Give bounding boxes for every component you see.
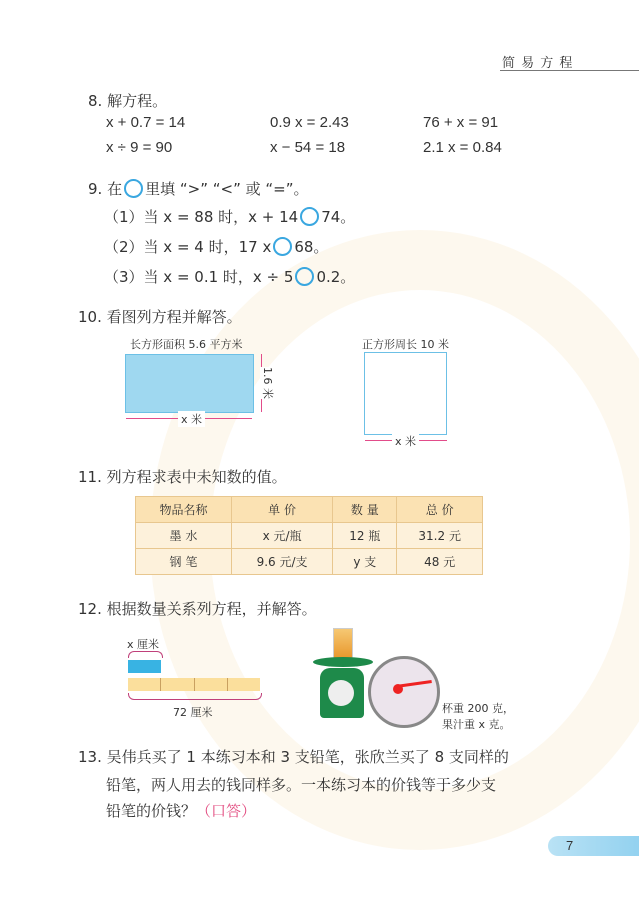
scale-dial-icon xyxy=(368,656,440,728)
q9-item: （1）当 x = 88 时，x + 14 74。 xyxy=(104,208,356,226)
equation: 76 + x = 91 xyxy=(423,114,499,131)
table-row: 墨 水 x 元/瓶 12 瓶 31.2 元 xyxy=(136,523,483,549)
q13-line3: 铅笔的价钱？（口答） xyxy=(106,802,257,820)
q10-title: 10. 看图列方程并解答。 xyxy=(78,308,242,326)
price-table xyxy=(135,496,483,575)
rectangle-height-label: 1.6 米 xyxy=(261,367,274,399)
rectangle-label: 长方形面积 5.6 平方米 xyxy=(130,338,243,351)
bar-top-label: x 厘米 xyxy=(127,638,160,651)
juice-weight-note: 果汁重 x 克。 xyxy=(442,718,511,731)
bar-bottom-label: 72 厘米 xyxy=(173,706,213,719)
rectangle-width-label: x 米 xyxy=(178,411,205,427)
blank-circle-icon xyxy=(124,179,143,198)
q9-item: （2）当 x = 4 时，17 x 68。 xyxy=(104,238,329,256)
answer-circle[interactable] xyxy=(273,237,292,256)
equation: 0.9 x = 2.43 xyxy=(270,114,349,131)
header-rule xyxy=(500,70,639,71)
q13-line1: 13. 吴伟兵买了 1 本练习本和 3 支铅笔，张欣兰买了 8 支同样的 xyxy=(78,748,509,766)
square-label: 正方形周长 10 米 xyxy=(362,338,449,351)
answer-circle[interactable] xyxy=(300,207,319,226)
blue-bar xyxy=(128,660,161,673)
square-figure xyxy=(364,352,447,435)
equation: 2.1 x = 0.84 xyxy=(423,139,502,156)
square-width-label: x 米 xyxy=(392,433,419,449)
q12-title: 12. 根据数量关系列方程，并解答。 xyxy=(78,600,317,618)
bottom-brace xyxy=(128,693,262,700)
scale-plate xyxy=(313,657,373,667)
table-row: 钢 笔 9.6 元/支 y 支 48 元 xyxy=(136,549,483,575)
equation: x ÷ 9 = 90 xyxy=(106,139,173,156)
yellow-bar xyxy=(128,678,260,691)
juice-cup-icon xyxy=(333,628,353,660)
page-number: 7 xyxy=(566,838,574,853)
q13-line2: 铅笔，两人用去的钱同样多。一本练习本的价钱等于多少支 xyxy=(106,776,497,794)
rectangle-figure xyxy=(125,354,254,413)
q8-title: 8. 解方程。 xyxy=(88,92,168,110)
table-header-row: 物品名称 单 价 数 量 总 价 xyxy=(136,497,483,523)
q9-title: 9. 在 里填 “>” “<” 或 “=”。 xyxy=(88,180,309,198)
page-number-tab xyxy=(548,836,639,856)
answer-circle[interactable] xyxy=(295,267,314,286)
chapter-title: 简 易 方 程 xyxy=(502,56,574,71)
top-brace xyxy=(128,651,163,658)
q9-item: （3）当 x = 0.1 时，x ÷ 5 0.2。 xyxy=(104,268,356,286)
cup-weight-note: 杯重 200 克， xyxy=(442,702,514,715)
q11-title: 11. 列方程求表中未知数的值。 xyxy=(78,468,287,486)
equation: x − 54 = 18 xyxy=(270,139,346,156)
small-dial xyxy=(328,680,354,706)
dial-hub xyxy=(393,684,403,694)
equation: x + 0.7 = 14 xyxy=(106,114,186,131)
